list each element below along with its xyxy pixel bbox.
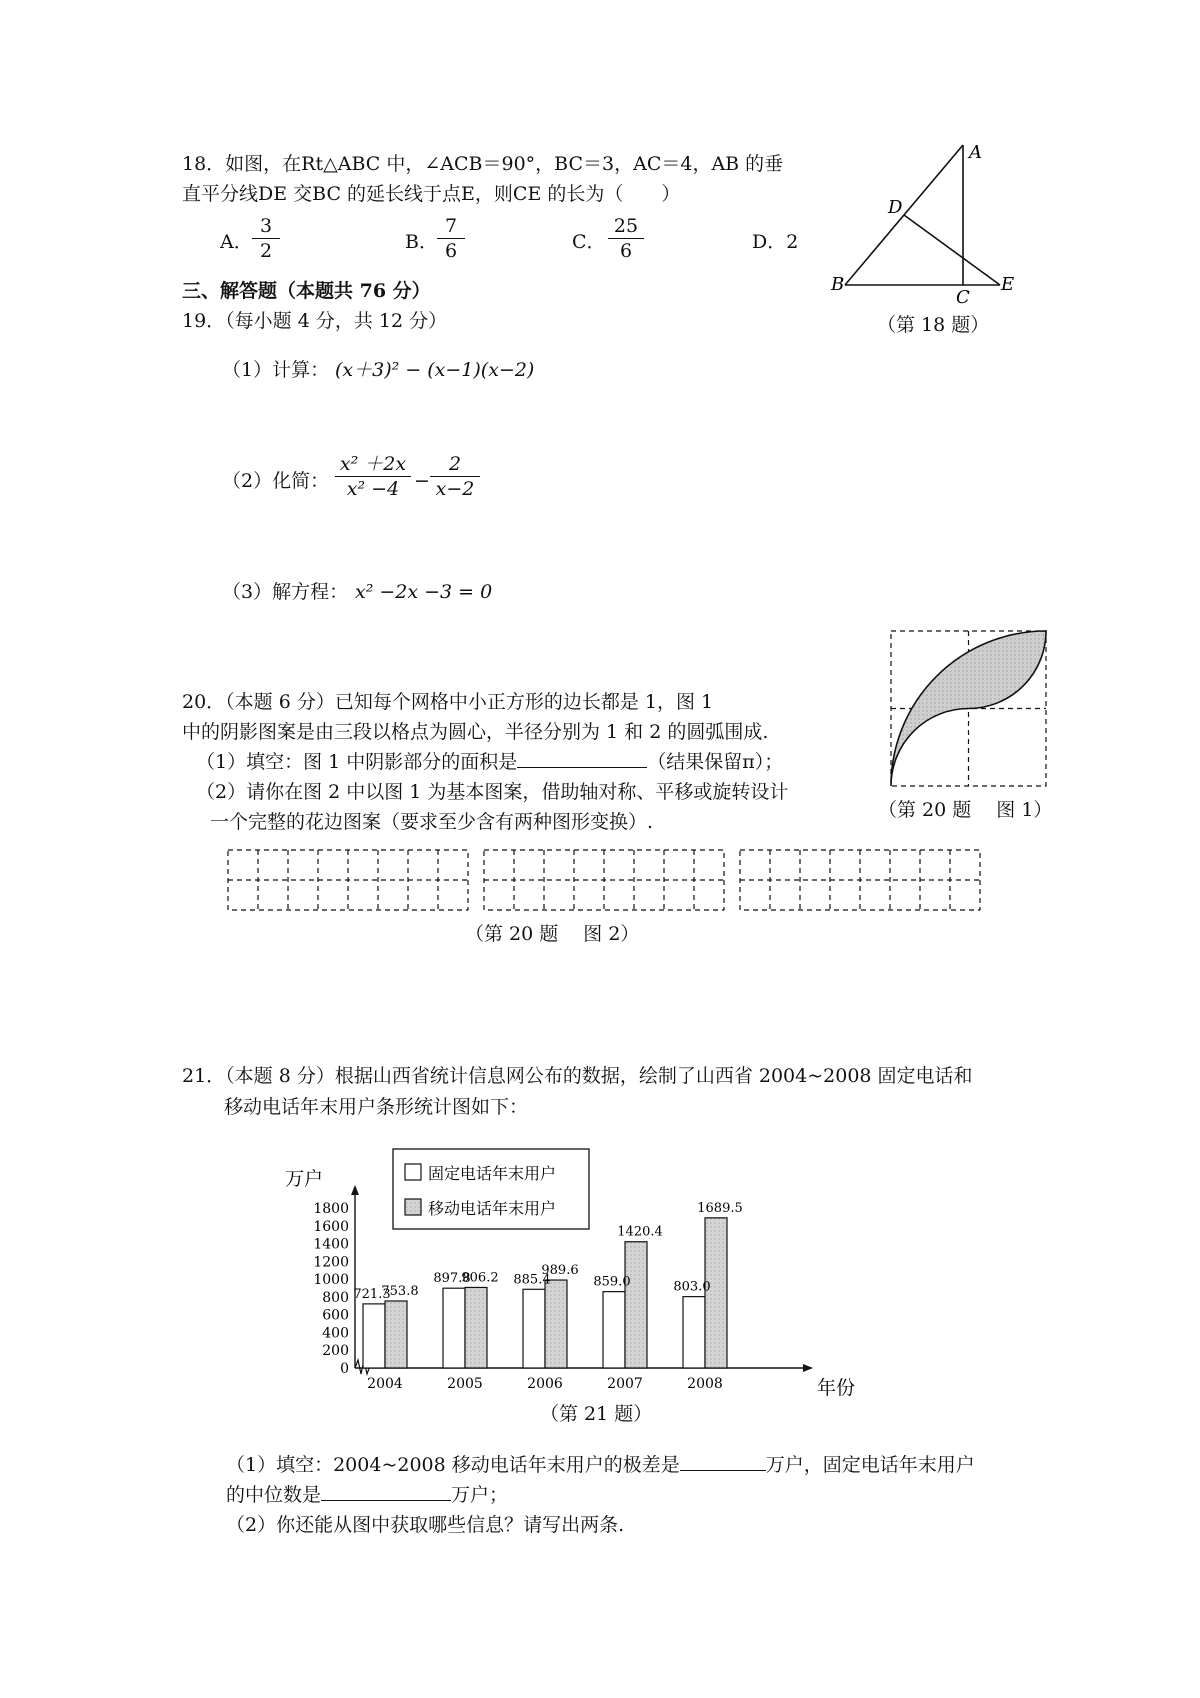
q20-figure1-leaf [889, 629, 1049, 789]
q18-option-b-den: 6 [444, 240, 458, 262]
q18-option-b-label: B． [405, 231, 438, 253]
q21-bar-chart [285, 1125, 885, 1405]
q18-figure-caption: （第 18 题） [877, 314, 990, 336]
chart-bar-fixed [363, 1304, 385, 1368]
chart-legend-label-fixed: 固定电话年末用户 [428, 1164, 557, 1183]
chart-data-label-fixed: 897.8 [433, 1271, 471, 1287]
q21-line1: 21．（本题 8 分）根据山西省统计信息网公布的数据，绘制了山西省 2004~2008 固定电话和 [182, 1065, 973, 1087]
q18-option-c-fraction [608, 214, 644, 263]
q20-area-answer-blank[interactable] [517, 749, 647, 768]
q20-line1: 20．（本题 6 分）已知每个网格中小正方形的边长都是 1，图 1 [182, 691, 714, 713]
q19-part2-den2: x−2 [435, 478, 475, 500]
chart-data-label-fixed: 721.3 [353, 1286, 391, 1302]
q21-part1-text: （1）填空：2004~2008 移动电话年末用户的极差是 [226, 1454, 680, 1476]
chart-data-label-mobile: 753.8 [381, 1283, 419, 1299]
chart-y-tick-label: 800 [322, 1289, 349, 1306]
q18-line1: 18．如图，在Rt△ABC 中，∠ACB＝90°，BC＝3，AC＝4，AB 的垂 [182, 153, 784, 175]
chart-y-tick-label: 200 [322, 1343, 349, 1360]
q21-part1-text3: 的中位数是 [226, 1484, 322, 1506]
q18-option-c-den: 6 [619, 240, 633, 262]
q18-option-a-num: 3 [259, 215, 273, 237]
chart-bar-mobile [625, 1242, 647, 1368]
q18-option-b-fraction [437, 214, 465, 263]
chart-data-label-fixed: 803.0 [673, 1279, 711, 1295]
q18-option-c-label: C． [572, 231, 606, 253]
chart-bar-mobile [545, 1280, 567, 1368]
chart-data-label-mobile: 989.6 [541, 1263, 579, 1279]
chart-category-label: 2008 [687, 1376, 723, 1392]
chart-data-label-mobile: 1689.5 [697, 1200, 743, 1216]
chart-y-axis-label: 万户 [285, 1168, 324, 1190]
q21-part1-text4: 万户； [451, 1484, 509, 1506]
q21-figure-caption: （第 21 题） [540, 1403, 653, 1425]
section-3-title: 三、解答题（本题共 76 分） [182, 280, 431, 302]
q19-part2-minus: − [414, 470, 430, 492]
q20-line5: 一个完整的花边图案（要求至少含有两种图形变换）. [210, 811, 654, 833]
q19-header: 19．（每小题 4 分，共 12 分） [182, 310, 448, 332]
chart-legend [393, 1149, 589, 1229]
q18-option-b-num: 7 [444, 215, 458, 237]
q21-part1-line2 [226, 1482, 508, 1508]
chart-category-label: 2004 [367, 1376, 403, 1392]
q20-figure2-grid-3 [740, 850, 980, 910]
q20-part1-text: （1）填空：图 1 中阴影部分的面积是 [196, 751, 518, 773]
q18-point-e: E [1001, 274, 1015, 295]
chart-y-tick-label: 1400 [313, 1236, 349, 1253]
q19-part3-expression: x² −2x −3 = 0 [355, 581, 493, 603]
q20-figure2-grids [226, 848, 980, 914]
chart-y-tick-label: 1600 [313, 1218, 349, 1235]
chart-y-tick-label: 1200 [313, 1254, 349, 1271]
chart-legend-swatch-mobile [405, 1199, 421, 1215]
chart-y-tick-label: 600 [322, 1307, 349, 1324]
chart-data-label-fixed: 885.4 [513, 1272, 551, 1288]
q18-triangle-figure [831, 135, 1025, 308]
q21-part1-text2: 万户，固定电话年末用户 [765, 1454, 975, 1476]
chart-bar-fixed [683, 1297, 705, 1368]
q21-line2: 移动电话年末用户条形统计图如下： [224, 1096, 529, 1118]
q18-line2: 直平分线DE 交BC 的延长线于点E，则CE 的长为（ ） [182, 183, 681, 205]
q20-figure2-grid-1 [228, 850, 468, 910]
q18-option-a-fraction [252, 214, 280, 263]
chart-category-label: 2005 [447, 1376, 483, 1392]
q20-figure1-shaded-region [891, 631, 1046, 786]
q18-option-a-den: 2 [259, 240, 273, 262]
chart-data-label-mobile: 1420.4 [617, 1224, 663, 1240]
chart-legend-label-mobile: 移动电话年末用户 [428, 1199, 557, 1218]
q18-option-a-label: A． [220, 231, 253, 253]
chart-legend-swatch-fixed [405, 1164, 421, 1180]
q18-option-d: D．2 [752, 231, 799, 253]
q19-part1-expression: (x＋3)² − (x−1)(x−2) [335, 359, 535, 381]
q21-part1-line1 [226, 1452, 975, 1478]
chart-category-label: 2006 [527, 1376, 563, 1392]
q20-part1-note: （结果保留π）； [647, 751, 784, 773]
q19-part3-label: （3）解方程： [222, 581, 349, 603]
q20-figure1-caption: （第 20 题 图 1） [878, 799, 1053, 821]
q20-line2: 中的阴影图案是由三段以格点为圆心，半径分别为 1 和 2 的圆弧围成. [182, 721, 769, 743]
chart-data-label-fixed: 859.0 [593, 1274, 631, 1290]
q19-part2-num2: 2 [448, 453, 462, 475]
chart-bar-fixed [523, 1289, 545, 1368]
chart-bar-mobile [465, 1287, 487, 1368]
q20-figure2-caption: （第 20 题 图 2） [465, 923, 640, 945]
q20-figure2-grid-2 [484, 850, 724, 910]
q19-part2-label: （2）化简： [222, 470, 330, 492]
q18-point-a: A [969, 142, 982, 163]
chart-category-label: 2007 [607, 1376, 643, 1392]
q21-median-answer-blank[interactable] [321, 1482, 451, 1501]
chart-x-axis-arrow [803, 1364, 813, 1372]
chart-y-tick-label: 1800 [313, 1201, 349, 1217]
q19-part2-num1: x² ＋2x [339, 453, 407, 475]
chart-x-axis-label: 年份 [817, 1377, 856, 1399]
q20-line3 [196, 749, 783, 775]
q19-part2-fraction2 [430, 452, 480, 501]
chart-y-tick-label: 0 [340, 1361, 349, 1377]
chart-bar-mobile [385, 1301, 407, 1368]
q18-point-b: B [831, 274, 845, 295]
chart-bar-fixed [443, 1288, 465, 1368]
q20-line4: （2）请你在图 2 中以图 1 为基本图案，借助轴对称、平移或旋转设计 [196, 781, 789, 803]
chart-bar-fixed [603, 1292, 625, 1368]
q19-part2-fraction1 [335, 452, 411, 501]
chart-y-tick-label: 400 [322, 1325, 349, 1342]
chart-data-label-mobile: 906.2 [461, 1270, 499, 1286]
q18-point-c: C [956, 287, 970, 308]
q18-segment-de [904, 215, 1000, 285]
q21-part2: （2）你还能从图中获取哪些信息？请写出两条. [226, 1514, 625, 1536]
q21-range-answer-blank[interactable] [680, 1452, 766, 1471]
chart-y-tick-label: 1000 [313, 1272, 349, 1289]
q18-point-d: D [888, 197, 903, 218]
q19-part1-label: （1）计算： [222, 359, 330, 381]
q19-part2-den1: x² −4 [346, 478, 400, 500]
chart-y-axis-arrow [351, 1185, 359, 1195]
q18-option-c-num: 25 [613, 215, 639, 237]
